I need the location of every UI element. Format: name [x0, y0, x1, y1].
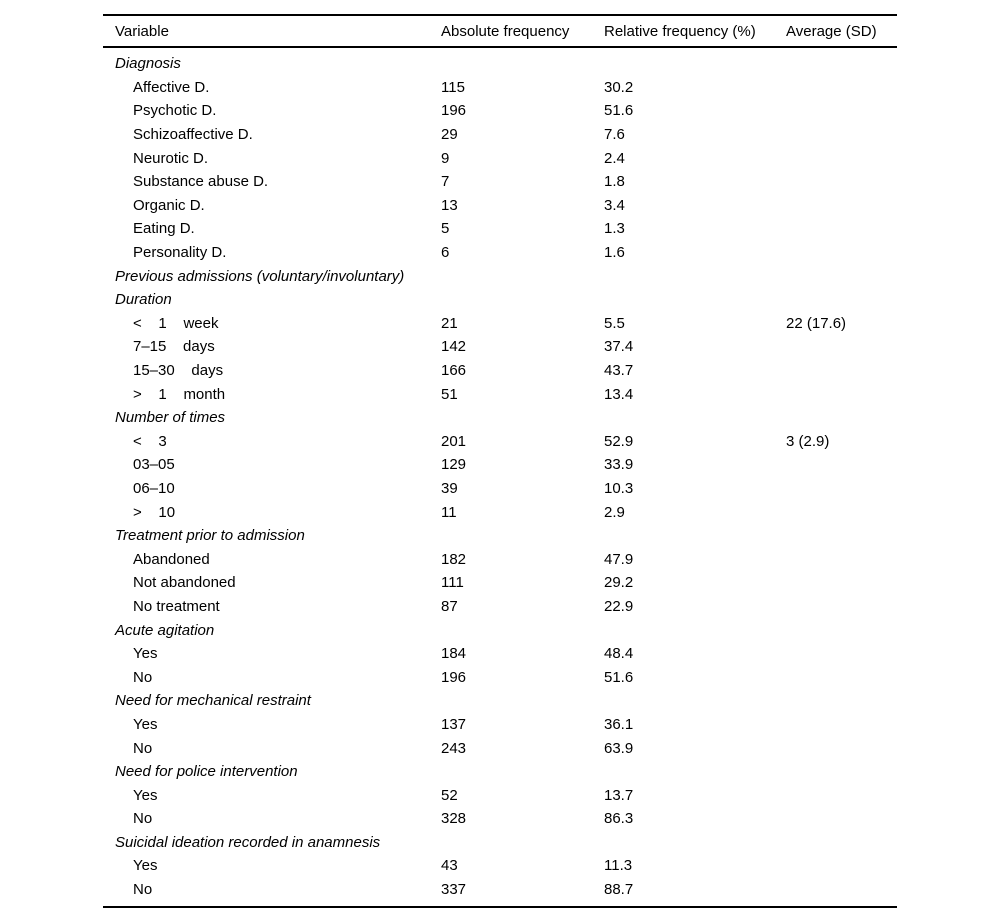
variable-cell: Eating D. [133, 220, 195, 238]
table-row [103, 453, 897, 477]
absolute-frequency-cell: 52 [441, 786, 458, 804]
relative-frequency-cell: 29.2 [604, 574, 634, 592]
average-sd-cell [786, 99, 897, 123]
variable-cell: Diagnosis [115, 55, 181, 73]
relative-frequency-cell: 63.9 [604, 739, 634, 757]
table-row [103, 595, 897, 619]
variable-cell: Yes [133, 786, 158, 804]
average-sd-cell [786, 170, 897, 194]
average-sd-cell: 3 (2.9) [786, 432, 830, 450]
absolute-frequency-cell: 9 [441, 149, 450, 167]
absolute-frequency-cell: 328 [441, 810, 467, 828]
table-row [103, 500, 897, 524]
section-row [103, 618, 897, 642]
absolute-frequency-cell: 13 [441, 196, 458, 214]
variable-cell: < 3 [133, 432, 167, 450]
variable-cell: Neurotic D. [133, 149, 209, 167]
paper-table-container [103, 14, 897, 908]
absolute-frequency-cell: 184 [441, 645, 467, 663]
absolute-frequency-cell: 201 [441, 432, 467, 450]
relative-frequency-cell: 11.3 [604, 857, 633, 875]
absolute-frequency-cell [441, 288, 604, 312]
absolute-frequency-cell [441, 831, 604, 855]
table-row [103, 335, 897, 359]
descriptive-statistics-table [103, 14, 897, 908]
variable-cell: No treatment [133, 597, 220, 615]
absolute-frequency-cell: 39 [441, 479, 458, 497]
absolute-frequency-cell: 196 [441, 102, 467, 120]
variable-cell: Number of times [115, 409, 226, 427]
table-row [103, 312, 897, 336]
col-header-variable: Variable [115, 22, 169, 40]
relative-frequency-cell: 33.9 [604, 456, 634, 474]
absolute-frequency-cell: 111 [441, 574, 464, 592]
absolute-frequency-cell: 87 [441, 597, 458, 615]
variable-cell: 7–15 days [133, 338, 215, 356]
relative-frequency-cell: 7.6 [604, 126, 625, 144]
variable-cell: No [133, 668, 153, 686]
average-sd-cell [786, 783, 897, 807]
absolute-frequency-cell [441, 524, 604, 548]
section-row [103, 689, 897, 713]
variable-cell: Previous admissions (voluntary/involuntary) [115, 267, 405, 285]
average-sd-cell [786, 571, 897, 595]
absolute-frequency-cell: 43 [441, 857, 458, 875]
absolute-frequency-cell: 51 [441, 385, 458, 403]
average-sd-cell [786, 736, 897, 760]
relative-frequency-cell: 2.4 [604, 149, 625, 167]
average-sd-cell [786, 76, 897, 100]
variable-cell: Need for mechanical restraint [115, 692, 311, 710]
relative-frequency-cell: 13.7 [604, 786, 634, 804]
relative-frequency-cell [604, 47, 786, 76]
variable-cell: Suicidal ideation recorded in anamnesis [115, 833, 381, 851]
absolute-frequency-cell: 337 [441, 881, 467, 899]
table-row [103, 665, 897, 689]
table-row [103, 477, 897, 501]
variable-cell: Affective D. [133, 78, 210, 96]
relative-frequency-cell: 51.6 [604, 668, 634, 686]
average-sd-cell [786, 123, 897, 147]
relative-frequency-cell: 47.9 [604, 550, 634, 568]
average-sd-cell [786, 665, 897, 689]
average-sd-cell [786, 595, 897, 619]
col-header-average-sd: Average (SD) [786, 22, 877, 40]
relative-frequency-cell: 30.2 [604, 78, 634, 96]
absolute-frequency-cell: 7 [441, 173, 450, 191]
table-row [103, 430, 897, 454]
average-sd-cell [786, 854, 897, 878]
relative-frequency-cell [604, 524, 786, 548]
absolute-frequency-cell [441, 47, 604, 76]
variable-cell: No [133, 739, 153, 757]
absolute-frequency-cell [441, 760, 604, 784]
average-sd-cell [786, 288, 897, 312]
section-row [103, 47, 897, 76]
relative-frequency-cell [604, 689, 786, 713]
average-sd-cell [786, 642, 897, 666]
table-row [103, 146, 897, 170]
relative-frequency-cell: 52.9 [604, 432, 634, 450]
section-row [103, 524, 897, 548]
relative-frequency-cell: 48.4 [604, 645, 634, 663]
header-row [103, 15, 897, 47]
average-sd-cell [786, 406, 897, 430]
variable-cell: Abandoned [133, 550, 210, 568]
section-row [103, 406, 897, 430]
average-sd-cell [786, 689, 897, 713]
variable-cell: Personality D. [133, 244, 227, 262]
absolute-frequency-cell: 11 [441, 503, 457, 521]
relative-frequency-cell: 3.4 [604, 196, 625, 214]
variable-cell: 15–30 days [133, 362, 224, 380]
variable-cell: No [133, 881, 153, 899]
variable-cell: Yes [133, 645, 158, 663]
absolute-frequency-cell: 5 [441, 220, 450, 238]
variable-cell: Schizoaffective D. [133, 126, 253, 144]
col-header-relative-frequency: Relative frequency (%) [604, 22, 756, 40]
table-row [103, 359, 897, 383]
variable-cell: Not abandoned [133, 574, 236, 592]
average-sd-cell [786, 335, 897, 359]
table-row [103, 854, 897, 878]
average-sd-cell [786, 241, 897, 265]
relative-frequency-cell: 5.5 [604, 314, 625, 332]
relative-frequency-cell [604, 760, 786, 784]
relative-frequency-cell: 22.9 [604, 597, 634, 615]
relative-frequency-cell [604, 618, 786, 642]
table-row [103, 241, 897, 265]
table-row [103, 382, 897, 406]
table-body [103, 47, 897, 907]
variable-cell: Psychotic D. [133, 102, 217, 120]
absolute-frequency-cell: 166 [441, 362, 467, 380]
absolute-frequency-cell: 196 [441, 668, 467, 686]
average-sd-cell [786, 146, 897, 170]
variable-cell: Acute agitation [115, 621, 215, 639]
average-sd-cell [786, 524, 897, 548]
relative-frequency-cell: 10.3 [604, 479, 634, 497]
absolute-frequency-cell [441, 264, 604, 288]
table-row [103, 736, 897, 760]
relative-frequency-cell: 37.4 [604, 338, 634, 356]
relative-frequency-cell [604, 406, 786, 430]
absolute-frequency-cell: 182 [441, 550, 467, 568]
variable-cell: No [133, 810, 153, 828]
average-sd-cell: 22 (17.6) [786, 314, 847, 332]
average-sd-cell [786, 382, 897, 406]
average-sd-cell [786, 264, 897, 288]
absolute-frequency-cell [441, 689, 604, 713]
average-sd-cell [786, 217, 897, 241]
variable-cell: Yes [133, 715, 158, 733]
table-row [103, 713, 897, 737]
relative-frequency-cell: 86.3 [604, 810, 634, 828]
variable-cell: Yes [133, 857, 158, 875]
table-row [103, 547, 897, 571]
table-row [103, 170, 897, 194]
average-sd-cell [786, 359, 897, 383]
variable-cell: Substance abuse D. [133, 173, 269, 191]
relative-frequency-cell [604, 831, 786, 855]
absolute-frequency-cell: 6 [441, 244, 450, 262]
variable-cell: Duration [115, 291, 172, 309]
variable-cell: Treatment prior to admission [115, 527, 305, 545]
col-header-absolute-frequency: Absolute frequency [441, 22, 570, 40]
variable-cell: Organic D. [133, 196, 205, 214]
average-sd-cell [786, 500, 897, 524]
average-sd-cell [786, 713, 897, 737]
absolute-frequency-cell: 129 [441, 456, 467, 474]
absolute-frequency-cell: 137 [441, 715, 467, 733]
table-row [103, 571, 897, 595]
table-row [103, 217, 897, 241]
absolute-frequency-cell [441, 406, 604, 430]
table-row [103, 76, 897, 100]
average-sd-cell [786, 547, 897, 571]
variable-cell: > 1 month [133, 385, 226, 403]
section-row [103, 760, 897, 784]
section-row [103, 264, 897, 288]
absolute-frequency-cell: 29 [441, 126, 458, 144]
section-row [103, 831, 897, 855]
relative-frequency-cell: 36.1 [604, 715, 634, 733]
table-row [103, 783, 897, 807]
relative-frequency-cell: 1.8 [604, 173, 625, 191]
relative-frequency-cell: 13.4 [604, 385, 634, 403]
table-row [103, 123, 897, 147]
average-sd-cell [786, 807, 897, 831]
absolute-frequency-cell: 142 [441, 338, 467, 356]
relative-frequency-cell: 2.9 [604, 503, 625, 521]
table-row [103, 194, 897, 218]
average-sd-cell [786, 831, 897, 855]
variable-cell: Need for police intervention [115, 763, 298, 781]
variable-cell: 06–10 [133, 479, 175, 497]
relative-frequency-cell: 43.7 [604, 362, 634, 380]
relative-frequency-cell: 88.7 [604, 881, 634, 899]
variable-cell: 03–05 [133, 456, 175, 474]
absolute-frequency-cell [441, 618, 604, 642]
absolute-frequency-cell: 21 [441, 314, 458, 332]
average-sd-cell [786, 618, 897, 642]
average-sd-cell [786, 760, 897, 784]
average-sd-cell [786, 477, 897, 501]
relative-frequency-cell [604, 288, 786, 312]
table-row [103, 807, 897, 831]
variable-cell: > 10 [133, 503, 176, 521]
average-sd-cell [786, 194, 897, 218]
table-row [103, 99, 897, 123]
relative-frequency-cell: 1.6 [604, 244, 625, 262]
table-row [103, 878, 897, 908]
average-sd-cell [786, 878, 897, 908]
absolute-frequency-cell: 115 [441, 78, 465, 96]
variable-cell: < 1 week [133, 314, 219, 332]
average-sd-cell [786, 47, 897, 76]
relative-frequency-cell [604, 264, 786, 288]
table-row [103, 642, 897, 666]
relative-frequency-cell: 1.3 [604, 220, 625, 238]
average-sd-cell [786, 453, 897, 477]
relative-frequency-cell: 51.6 [604, 102, 634, 120]
section-row [103, 288, 897, 312]
absolute-frequency-cell: 243 [441, 739, 467, 757]
